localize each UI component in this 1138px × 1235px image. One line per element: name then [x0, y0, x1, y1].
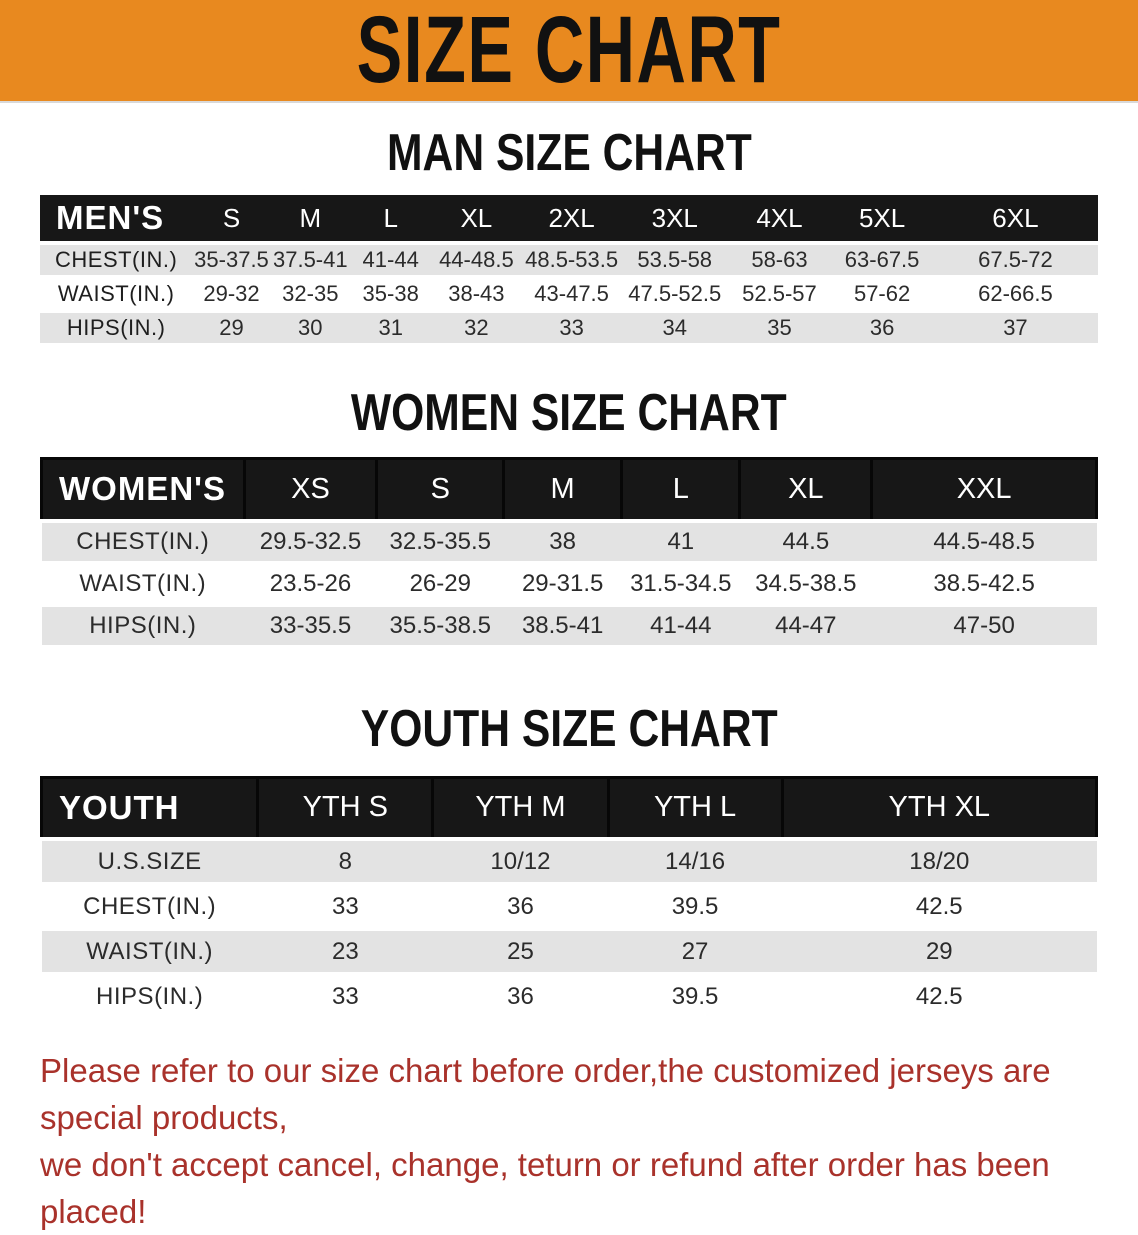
youth-size-header: YTH M — [433, 777, 608, 839]
disclaimer-text — [40, 1047, 1098, 1235]
table-cell: 42.5 — [782, 884, 1096, 929]
youth-size-header: YTH XL — [782, 777, 1096, 839]
youth-table-title: YOUTH — [42, 777, 258, 839]
table-cell: 47-50 — [872, 605, 1097, 647]
men-section-heading — [0, 125, 1138, 181]
table-cell: 31.5-34.5 — [622, 563, 740, 605]
row-label: WAIST(IN.) — [42, 563, 245, 605]
table-cell: 37 — [933, 311, 1098, 345]
table-cell: 32 — [431, 311, 521, 345]
row-label: U.S.SIZE — [42, 839, 258, 884]
table-cell: 35.5-38.5 — [377, 605, 504, 647]
youth-hips-row — [42, 974, 1097, 1019]
table-cell: 44.5-48.5 — [872, 521, 1097, 563]
table-cell: 37.5-41 — [271, 243, 350, 277]
table-cell: 39.5 — [608, 884, 782, 929]
youth-ussize-row — [42, 839, 1097, 884]
men-size-header: 6XL — [933, 195, 1098, 243]
row-label: CHEST(IN.) — [40, 243, 192, 277]
table-cell: 38-43 — [431, 277, 521, 311]
table-cell: 10/12 — [433, 839, 608, 884]
table-cell: 32-35 — [271, 277, 350, 311]
youth-size-header: YTH S — [258, 777, 433, 839]
youth-size-table — [40, 776, 1098, 1022]
table-cell: 34.5-38.5 — [740, 563, 872, 605]
table-cell: 27 — [608, 929, 782, 974]
women-table-header-row — [42, 459, 1097, 521]
table-cell: 36 — [831, 311, 933, 345]
women-chest-row — [42, 521, 1097, 563]
youth-section-heading-text: YOUTH SIZE CHART — [360, 699, 778, 758]
table-cell: 47.5-52.5 — [622, 277, 728, 311]
men-size-header: 4XL — [728, 195, 832, 243]
men-hips-row — [40, 311, 1098, 345]
table-cell: 44-47 — [740, 605, 872, 647]
men-size-header: S — [192, 195, 270, 243]
table-cell: 38.5-42.5 — [872, 563, 1097, 605]
table-cell: 67.5-72 — [933, 243, 1098, 277]
row-label: HIPS(IN.) — [42, 605, 245, 647]
disclaimer-line-1: Please refer to our size chart before order,the customized jerseys are special products, — [40, 1052, 1051, 1136]
row-label: WAIST(IN.) — [42, 929, 258, 974]
table-cell: 38 — [504, 521, 622, 563]
size-chart-banner — [0, 0, 1138, 103]
table-cell: 63-67.5 — [831, 243, 933, 277]
table-cell: 44-48.5 — [431, 243, 521, 277]
table-cell: 36 — [433, 974, 608, 1019]
table-cell: 35-37.5 — [192, 243, 270, 277]
row-label: CHEST(IN.) — [42, 521, 245, 563]
table-cell: 26-29 — [377, 563, 504, 605]
men-waist-row — [40, 277, 1098, 311]
men-chest-row — [40, 243, 1098, 277]
women-size-table — [40, 457, 1098, 649]
table-cell: 35 — [728, 311, 832, 345]
table-cell: 8 — [258, 839, 433, 884]
men-size-header: XL — [431, 195, 521, 243]
table-cell: 43-47.5 — [521, 277, 622, 311]
women-size-header: L — [622, 459, 740, 521]
table-cell: 34 — [622, 311, 728, 345]
women-waist-row — [42, 563, 1097, 605]
men-size-header: M — [271, 195, 350, 243]
men-table-title: MEN'S — [40, 195, 192, 243]
women-section-heading — [0, 385, 1138, 441]
table-cell: 53.5-58 — [622, 243, 728, 277]
table-cell: 23 — [258, 929, 433, 974]
table-cell: 33 — [521, 311, 622, 345]
men-size-header: L — [350, 195, 431, 243]
table-cell: 38.5-41 — [504, 605, 622, 647]
men-section-heading-text: MAN SIZE CHART — [386, 124, 752, 182]
disclaimer-line-2: we don't accept cancel, change, teturn or refund after order has been placed! — [40, 1146, 1050, 1230]
table-cell: 29.5-32.5 — [244, 521, 377, 563]
table-cell: 18/20 — [782, 839, 1096, 884]
table-cell: 35-38 — [350, 277, 431, 311]
table-cell: 29-32 — [192, 277, 270, 311]
table-cell: 36 — [433, 884, 608, 929]
men-size-table — [40, 195, 1098, 347]
table-cell: 41-44 — [622, 605, 740, 647]
men-size-header: 2XL — [521, 195, 622, 243]
row-label: WAIST(IN.) — [40, 277, 192, 311]
table-cell: 29 — [782, 929, 1096, 974]
youth-chest-row — [42, 884, 1097, 929]
youth-size-header: YTH L — [608, 777, 782, 839]
table-cell: 52.5-57 — [728, 277, 832, 311]
page-title: SIZE CHART — [356, 0, 782, 103]
women-section-heading-text: WOMEN SIZE CHART — [351, 384, 787, 442]
youth-waist-row — [42, 929, 1097, 974]
table-cell: 29 — [192, 311, 270, 345]
men-size-header: 3XL — [622, 195, 728, 243]
table-cell: 41 — [622, 521, 740, 563]
table-cell: 58-63 — [728, 243, 832, 277]
table-cell: 44.5 — [740, 521, 872, 563]
women-size-header: XS — [244, 459, 377, 521]
men-table-header-row — [40, 195, 1098, 243]
women-hips-row — [42, 605, 1097, 647]
table-cell: 25 — [433, 929, 608, 974]
table-cell: 31 — [350, 311, 431, 345]
table-cell: 33 — [258, 974, 433, 1019]
table-cell: 33-35.5 — [244, 605, 377, 647]
table-cell: 62-66.5 — [933, 277, 1098, 311]
youth-table-header-row — [42, 777, 1097, 839]
row-label: CHEST(IN.) — [42, 884, 258, 929]
row-label: HIPS(IN.) — [40, 311, 192, 345]
table-cell: 42.5 — [782, 974, 1096, 1019]
table-cell: 48.5-53.5 — [521, 243, 622, 277]
women-table-title: WOMEN'S — [42, 459, 245, 521]
table-cell: 57-62 — [831, 277, 933, 311]
table-cell: 23.5-26 — [244, 563, 377, 605]
men-size-header: 5XL — [831, 195, 933, 243]
table-cell: 29-31.5 — [504, 563, 622, 605]
women-size-header: XL — [740, 459, 872, 521]
youth-section-heading — [0, 701, 1138, 757]
women-size-header: XXL — [872, 459, 1097, 521]
table-cell: 14/16 — [608, 839, 782, 884]
table-cell: 39.5 — [608, 974, 782, 1019]
table-cell: 30 — [271, 311, 350, 345]
table-cell: 32.5-35.5 — [377, 521, 504, 563]
women-size-header: S — [377, 459, 504, 521]
table-cell: 33 — [258, 884, 433, 929]
women-size-header: M — [504, 459, 622, 521]
row-label: HIPS(IN.) — [42, 974, 258, 1019]
table-cell: 41-44 — [350, 243, 431, 277]
